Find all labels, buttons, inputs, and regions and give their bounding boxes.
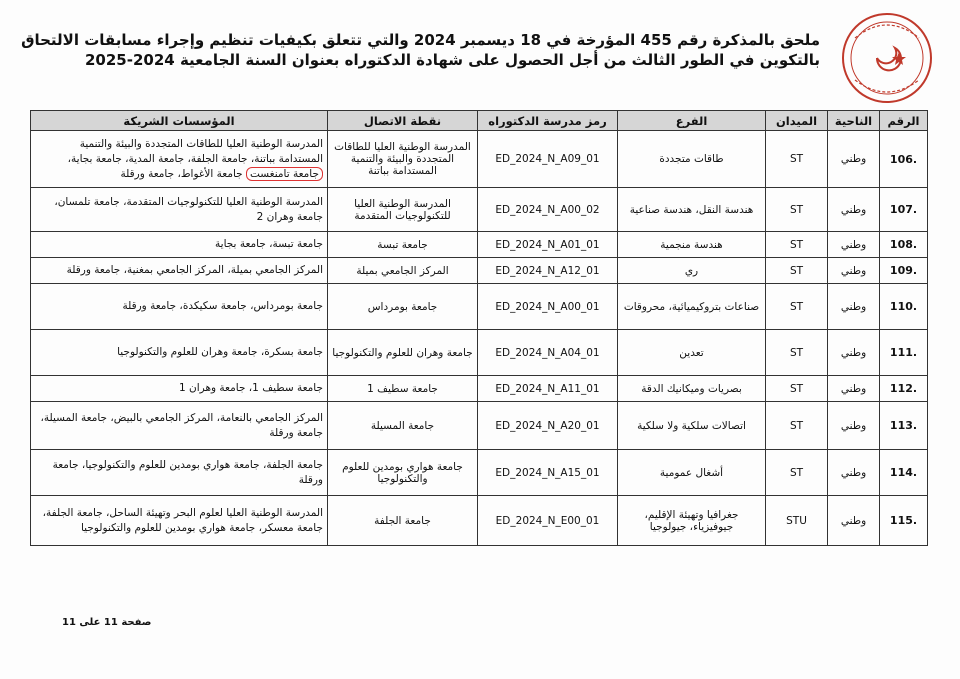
row-partners: المركز الجامعي بميلة، المركز الجامعي بمغنية، جامعة ورقلة (31, 258, 328, 284)
header-num: الرقم (880, 111, 928, 131)
row-num: 108. (880, 232, 928, 258)
row-partners: جامعة بسكرة، جامعة وهران للعلوم والتكنولوجيا (31, 330, 328, 376)
row-contact: المدرسة الوطنية العليا للتكنولوجيات المتقدمة (328, 188, 478, 232)
row-contact: جامعة المسيلة (328, 402, 478, 450)
row-region: وطني (828, 330, 880, 376)
row-partners: جامعة بومرداس، جامعة سكيكدة، جامعة ورقلة (31, 284, 328, 330)
row-domain: ST (766, 450, 828, 496)
document-header (21, 30, 820, 70)
header-region: الناحية (828, 111, 880, 131)
partners-text: المدرسة الوطنية العليا للطاقات المتجددة والبيئة والتنمية المستدامة بباتنة، جامعة الجلفة، جامعة المدية، جامعة بجاية، (67, 137, 323, 165)
row-contact: المركز الجامعي بميلة (328, 258, 478, 284)
row-code: ED_2024_N_A01_01 (478, 232, 618, 258)
row-domain: ST (766, 330, 828, 376)
programs-table (30, 110, 928, 546)
row-num: 111. (880, 330, 928, 376)
row-partners: جامعة تبسة، جامعة بجاية (31, 232, 328, 258)
row-contact: جامعة وهران للعلوم والتكنولوجيا (328, 330, 478, 376)
row-domain: ST (766, 402, 828, 450)
table-row (31, 258, 928, 284)
row-branch: أشغال عمومية (618, 450, 766, 496)
row-partners: المدرسة الوطنية العليا للتكنولوجيات المتقدمة، جامعة تلمسان، جامعة وهران 2 (31, 188, 328, 232)
row-region: وطني (828, 376, 880, 402)
row-code: ED_2024_N_A12_01 (478, 258, 618, 284)
row-num: 114. (880, 450, 928, 496)
row-num: 115. (880, 496, 928, 546)
partners-text-end: جامعة الأغواط، جامعة ورقلة (120, 167, 243, 180)
row-contact: جامعة تبسة (328, 232, 478, 258)
page-number: صفحة 11 على 11 (62, 617, 152, 628)
row-region: وطني (828, 450, 880, 496)
table-row (31, 496, 928, 546)
row-domain: ST (766, 232, 828, 258)
row-partners: جامعة الجلفة، جامعة هواري بومدين للعلوم والتكنولوجيا، جامعة ورقلة (31, 450, 328, 496)
row-partners (31, 131, 328, 188)
row-code: ED_2024_N_A20_01 (478, 402, 618, 450)
row-num: 112. (880, 376, 928, 402)
row-domain: ST (766, 258, 828, 284)
row-domain: ST (766, 188, 828, 232)
row-num: 109. (880, 258, 928, 284)
row-region: وطني (828, 232, 880, 258)
table-row (31, 402, 928, 450)
row-branch: اتصالات سلكية ولا سلكية (618, 402, 766, 450)
row-code: ED_2024_N_A04_01 (478, 330, 618, 376)
row-code: ED_2024_N_A15_01 (478, 450, 618, 496)
row-region: وطني (828, 402, 880, 450)
row-region: وطني (828, 496, 880, 546)
row-branch: تعدين (618, 330, 766, 376)
row-contact: جامعة بومرداس (328, 284, 478, 330)
row-contact: المدرسة الوطنية العليا للطاقات المتجددة والبيئة والتنمية المستدامة بباتنة (328, 131, 478, 188)
row-region: وطني (828, 131, 880, 188)
row-code: ED_2024_N_A09_01 (478, 131, 618, 188)
table-row (31, 188, 928, 232)
table-header-row (31, 111, 928, 131)
row-domain: ST (766, 284, 828, 330)
header-line-1: ملحق بالمذكرة رقم 455 المؤرخة في 18 ديسمبر 2024 والتي تتعلق بكيفيات تنظيم وإجراء مسابقات الالتحاق (21, 31, 820, 49)
row-num: 113. (880, 402, 928, 450)
header-contact: نقطة الاتصال (328, 111, 478, 131)
row-contact: جامعة سطيف 1 (328, 376, 478, 402)
row-partners: المركز الجامعي بالنعامة، المركز الجامعي بالبيض، جامعة المسيلة، جامعة ورقلة (31, 402, 328, 450)
highlighted-partner: جامعة تامنغست (246, 167, 323, 181)
header-domain: الميدان (766, 111, 828, 131)
row-branch: صناعات بتروكيميائية، محروقات (618, 284, 766, 330)
row-domain: ST (766, 131, 828, 188)
official-stamp-icon (815, 8, 943, 108)
row-domain: STU (766, 496, 828, 546)
header-code: رمز مدرسة الدكتوراه (478, 111, 618, 131)
row-domain: ST (766, 376, 828, 402)
row-partners: جامعة سطيف 1، جامعة وهران 1 (31, 376, 328, 402)
row-num: 110. (880, 284, 928, 330)
row-num: 107. (880, 188, 928, 232)
row-branch: طاقات متجددة (618, 131, 766, 188)
table-row (31, 376, 928, 402)
header-partners: المؤسسات الشريكة (31, 111, 328, 131)
row-code: ED_2024_N_A11_01 (478, 376, 618, 402)
table-row (31, 330, 928, 376)
row-num: 106. (880, 131, 928, 188)
row-branch: هندسة النقل، هندسة صناعية (618, 188, 766, 232)
table-row (31, 450, 928, 496)
header-branch: الفرع (618, 111, 766, 131)
table-row (31, 284, 928, 330)
row-branch: جغرافيا وتهيئة الإقليم، جيوفيزياء، جيولوجيا (618, 496, 766, 546)
row-code: ED_2024_N_A00_02 (478, 188, 618, 232)
row-region: وطني (828, 284, 880, 330)
row-contact: جامعة الجلفة (328, 496, 478, 546)
row-region: وطني (828, 258, 880, 284)
table-row (31, 131, 928, 188)
row-branch: ري (618, 258, 766, 284)
table-row (31, 232, 928, 258)
row-partners: المدرسة الوطنية العليا لعلوم البحر وتهيئة الساحل، جامعة الجلفة، جامعة معسكر، جامعة هواري بومدين للعلوم والتكنولوجيا (31, 496, 328, 546)
row-contact: جامعة هواري بومدين للعلوم والتكنولوجيا (328, 450, 478, 496)
row-branch: بصريات وميكانيك الدقة (618, 376, 766, 402)
row-code: ED_2024_N_A00_01 (478, 284, 618, 330)
row-code: ED_2024_N_E00_01 (478, 496, 618, 546)
header-line-2: بالتكوين في الطور الثالث من أجل الحصول على شهادة الدكتوراه بعنوان السنة الجامعية 2024-2025 (85, 51, 820, 69)
row-branch: هندسة منجمية (618, 232, 766, 258)
row-region: وطني (828, 188, 880, 232)
